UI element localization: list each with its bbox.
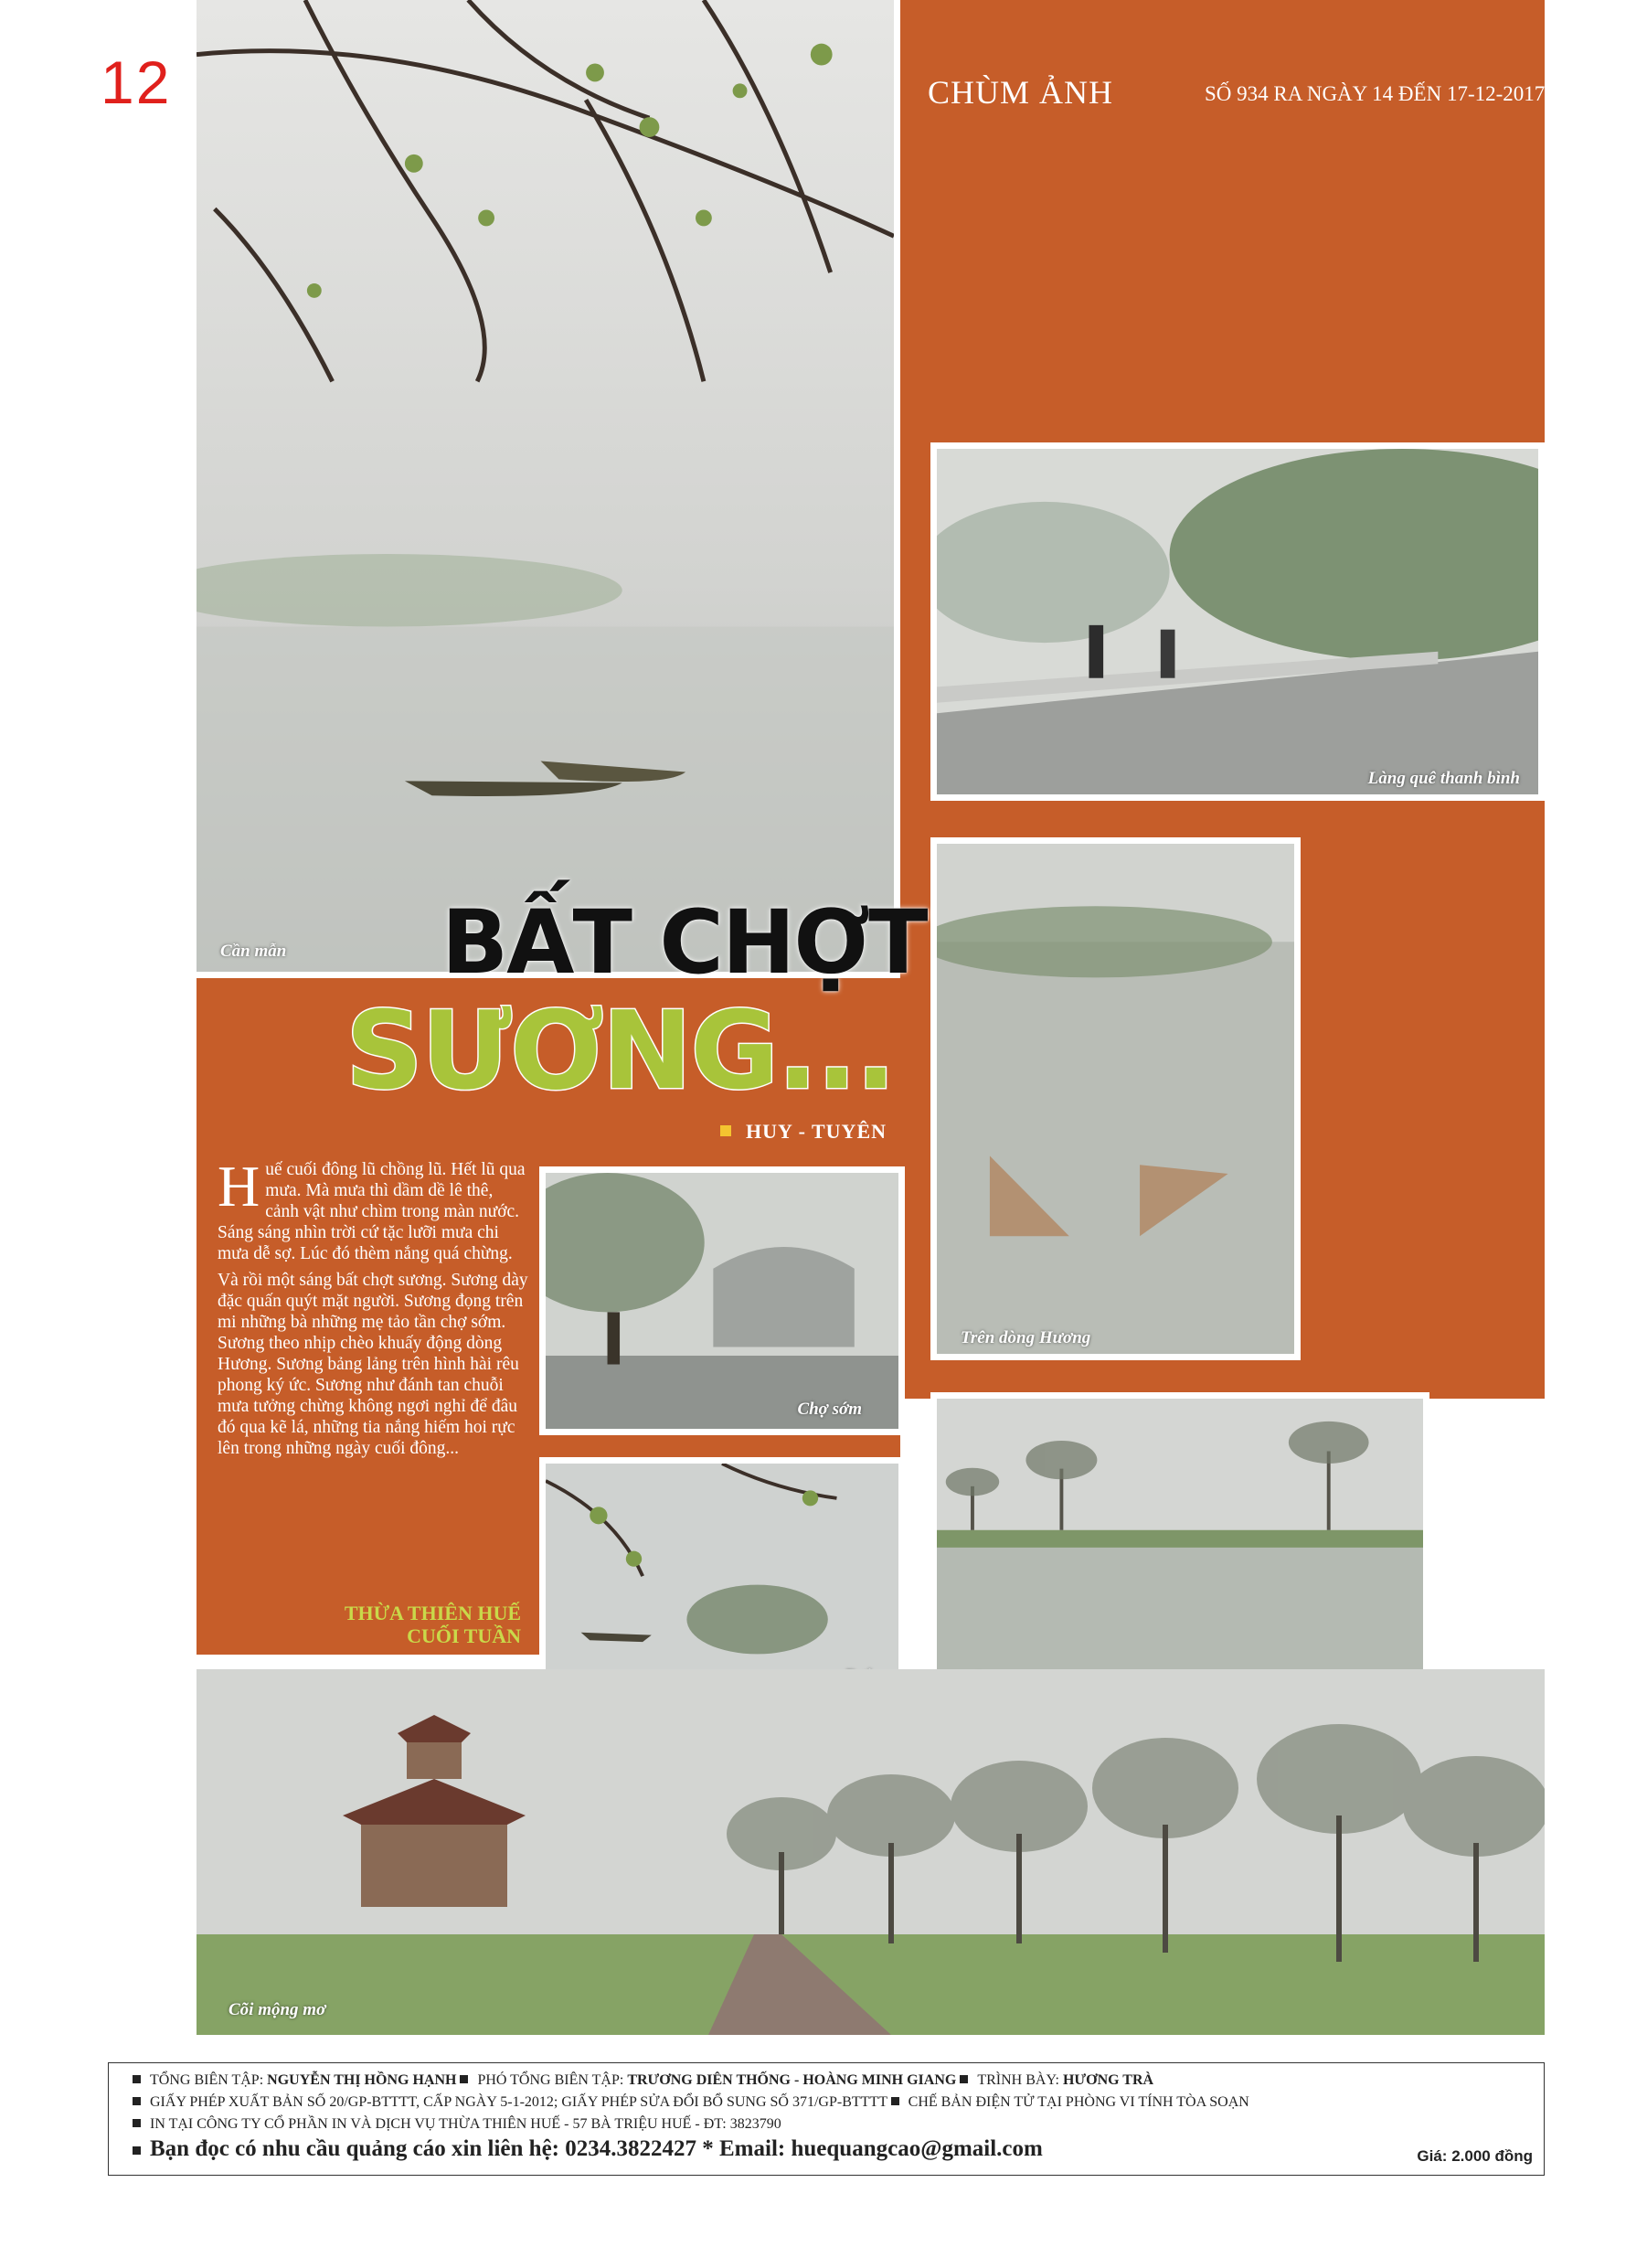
photo-huong-river bbox=[930, 837, 1301, 1360]
bullet-square-icon bbox=[460, 2075, 468, 2083]
headline-line1: BẤT CHỢT bbox=[441, 891, 927, 994]
bullet-square-icon bbox=[133, 2075, 141, 2083]
photo-mist-reflection bbox=[930, 1392, 1429, 1700]
footer-line-license: GIẤY PHÉP XUẤT BẢN SỐ 20/GP-BTTTT, CẤP NGÀY 5-1-2012; GIẤY PHÉP SỬA ĐỔI BỔ SUNG SỐ 371/GP-BTTTT CHẾ BẢN ĐIỆN TỬ TẠI PHÒNG VI TÍNH TÒA SOẠN bbox=[133, 2094, 1249, 2111]
bullet-square-icon bbox=[720, 1125, 731, 1136]
article-body bbox=[218, 1154, 528, 1464]
issue-date: SỐ 934 RA NGÀY 14 ĐẾN 17-12-2017 bbox=[1205, 82, 1546, 105]
headline-line2: SƯƠNG... bbox=[345, 987, 895, 1113]
author-name: HUY - TUYÊN bbox=[746, 1120, 887, 1143]
source-line-1: THỪA THIÊN HUẾ bbox=[344, 1602, 521, 1624]
photo-main-boats bbox=[197, 0, 900, 978]
bullet-square-icon bbox=[133, 2119, 141, 2127]
price: Giá: 2.000 đồng bbox=[1417, 2147, 1533, 2165]
bullet-square-icon bbox=[891, 2097, 899, 2105]
article-paragraph-2: Và rồi một sáng bất chợt sương. Sương dày đặc quấn quýt mặt người. Sương đọng trên mi những bà những mẹ tảo tần chợ sớm. Sương theo nhịp chèo khuấy động dòng Hương. Sương bảng lảng trên hình hài rêu phong ký ức. Sương như đánh tan chuỗi mưa tưởng chừng không ngơi nghỉ để đâu đó qua kẽ lá, những tia nắng hiếm hoi rực lên trong những ngày cuối đông... bbox=[218, 1271, 528, 1458]
article-paragraph-1-text: uế cuối đông lũ chồng lũ. Hết lũ qua mưa. Mà mưa thì dầm dề lê thê, cảnh vật như chìm trong màn nước. Sáng sáng nhìn trời cứ tặc lưỡi mưa chi mưa dễ sợ. Lúc đó thèm nắng quá chừng. bbox=[218, 1160, 526, 1263]
author-byline bbox=[720, 1120, 887, 1144]
orange-header-panel bbox=[900, 0, 1545, 439]
caption-huong: Trên dòng Hương bbox=[961, 1328, 1091, 1347]
footer-line-editors: TỔNG BIÊN TẬP: NGUYỄN THỊ HỒNG HẠNH PHÓ TỔNG BIÊN TẬP: TRƯƠNG DIÊN THỐNG - HOÀNG MINH GIANG TRÌNH BÀY: HƯƠNG TRÀ bbox=[133, 2072, 1153, 2089]
bullet-square-icon bbox=[960, 2075, 968, 2083]
caption-village: Làng quê thanh bình bbox=[1367, 769, 1520, 788]
article-paragraph-1 bbox=[218, 1154, 528, 1264]
masthead-footer bbox=[108, 2062, 1545, 2176]
caption-bottom: Cõi mộng mơ bbox=[228, 2000, 326, 2019]
photo-waiting bbox=[539, 1457, 905, 1700]
caption-main: Cần mẫn bbox=[220, 942, 287, 961]
footer-line-printer: IN TẠI CÔNG TY CỔ PHẦN IN VÀ DỊCH VỤ THỪA THIÊN HUẾ - 57 BÀ TRIỆU HUẾ - ĐT: 3823790 bbox=[133, 2116, 781, 2133]
article-source bbox=[274, 1602, 521, 1647]
photo-bottom-panorama bbox=[197, 1669, 1545, 2035]
photo-early-market bbox=[539, 1166, 905, 1435]
bullet-square-icon bbox=[133, 2097, 141, 2105]
caption-market: Chợ sớm bbox=[797, 1400, 862, 1419]
dropcap: H bbox=[218, 1154, 260, 1219]
photo-village bbox=[930, 442, 1545, 801]
page-number: 12 bbox=[101, 48, 172, 116]
section-title: CHÙM ẢNH bbox=[928, 74, 1114, 111]
bullet-square-icon bbox=[133, 2146, 141, 2155]
source-line-2: CUỐI TUẦN bbox=[407, 1624, 521, 1647]
footer-line-ads: Bạn đọc có nhu cầu quảng cáo xin liên hệ: 0234.3822427 * Email: huequangcao@gmail.com bbox=[133, 2136, 1043, 2162]
